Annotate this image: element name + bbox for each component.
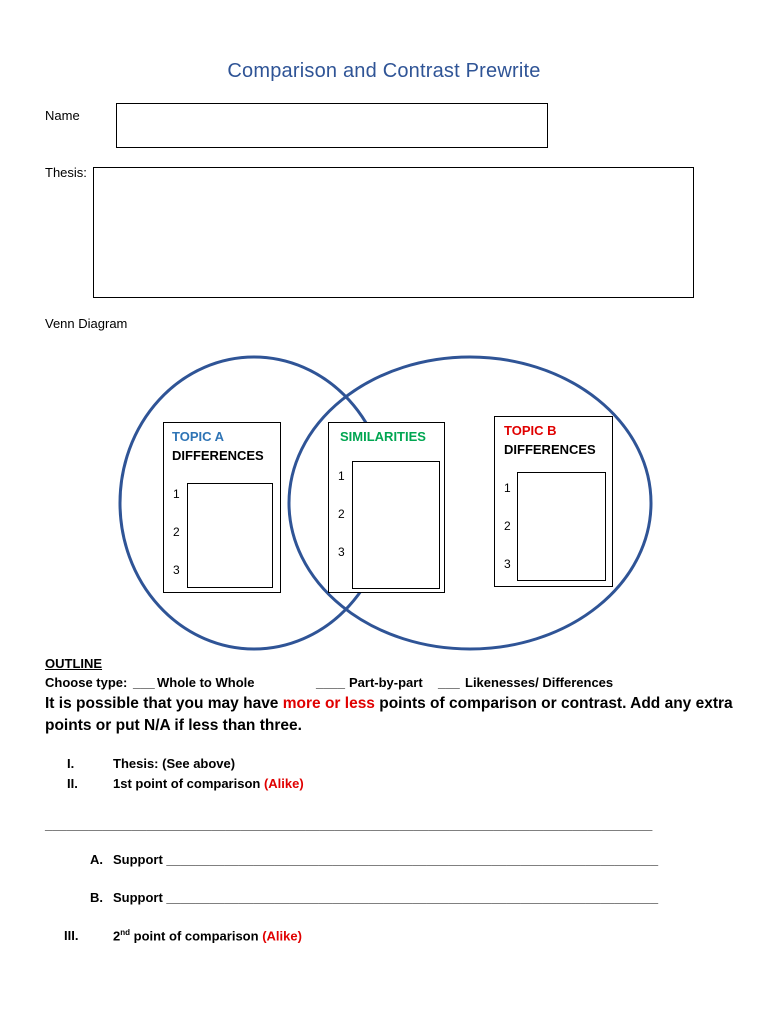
support-b-line[interactable]: Support ____________________________________________________________________ (113, 890, 659, 905)
page-title: Comparison and Contrast Prewrite (227, 60, 541, 82)
similarities-num-3: 3 (338, 545, 345, 559)
item-ii-label: 1st point of comparison (113, 776, 264, 791)
item-ii-numeral: II. (67, 776, 78, 791)
item-iii-label: point of comparison (130, 928, 263, 944)
topic-b-subheading: DIFFERENCES (504, 442, 596, 457)
option-likenesses-blank[interactable]: ___ (438, 675, 460, 690)
topic-b-num-2: 2 (504, 519, 511, 533)
item-ii-text (113, 776, 304, 791)
thesis-label: Thesis: (45, 165, 87, 180)
topic-a-num-3: 3 (173, 563, 180, 577)
topic-b-num-3: 3 (504, 557, 511, 571)
topic-a-box (163, 422, 281, 593)
topic-a-heading: TOPIC A (172, 429, 225, 444)
item-iii-num: 2 (113, 928, 121, 944)
option-part-by-part: Part-by-part (349, 675, 423, 690)
topic-a-subheading: DIFFERENCES (172, 448, 264, 463)
topic-b-num-1: 1 (504, 481, 511, 495)
outline-note-highlight: more or less (282, 695, 375, 712)
outline-note-post: points of comparison or contrast. Add any extra (374, 695, 733, 712)
item-iii-numeral: III. (64, 928, 79, 943)
similarities-box (328, 422, 445, 593)
outline-heading: OUTLINE (45, 656, 103, 671)
option-whole-to-whole: Whole to Whole (157, 675, 255, 690)
topic-a-num-2: 2 (173, 525, 180, 539)
name-label: Name (45, 108, 80, 123)
choose-type-label: Choose type: (45, 675, 128, 690)
option-part-blank[interactable]: ____ (316, 675, 345, 690)
item-ii-alike: (Alike) (263, 776, 304, 791)
item-i-numeral: I. (67, 756, 75, 771)
topic-a-num-1: 1 (173, 487, 180, 501)
answer-line[interactable]: ____________________________________________________________________________________ (45, 817, 653, 832)
item-iii-sup: nd (120, 928, 131, 937)
outline-note-pre: It is possible that you may have (45, 695, 283, 712)
option-whole-blank[interactable]: ___ (133, 675, 155, 690)
topic-b-input[interactable] (517, 472, 606, 581)
option-likenesses-differences: Likenesses/ Differences (465, 675, 614, 690)
support-b-letter: B. (90, 890, 103, 905)
topic-b-box (494, 416, 613, 587)
item-iii-text (113, 928, 302, 943)
similarities-heading: SIMILARITIES (340, 429, 426, 444)
item-iii-alike: (Alike) (262, 928, 302, 944)
similarities-num-2: 2 (338, 507, 345, 521)
venn-label: Venn Diagram (45, 316, 128, 331)
item-i-text: Thesis: (See above) (113, 756, 236, 771)
outline-note-line-2: points or put N/A if less than three. (45, 717, 302, 734)
similarities-input[interactable] (352, 461, 440, 589)
support-a-line[interactable]: Support ____________________________________________________________________ (113, 852, 659, 867)
topic-b-heading: TOPIC B (504, 423, 557, 438)
similarities-num-1: 1 (338, 469, 345, 483)
support-a-letter: A. (90, 852, 103, 867)
outline-note-line-1 (45, 695, 733, 713)
topic-a-input[interactable] (187, 483, 273, 588)
